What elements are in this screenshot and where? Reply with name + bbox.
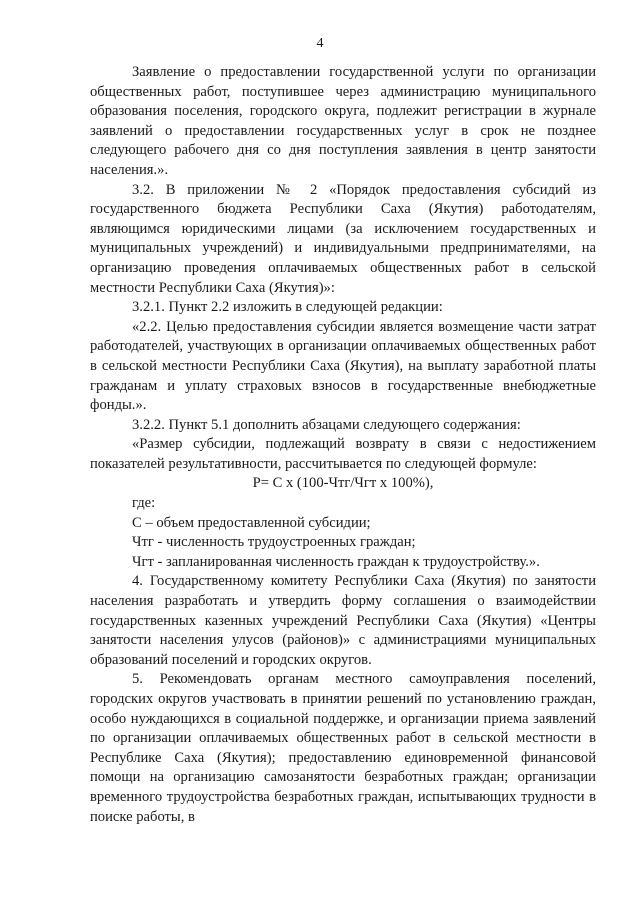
paragraph-3-2-2: 3.2.2. Пункт 5.1 дополнить абзацами следующего содержания: <box>132 416 521 433</box>
paragraph-5: 5. Рекомендовать органам местного самоуправления поселений, городских округов участвовать в принятии решений по установлению граждан, особо нуждающихся в социальной поддержке, и организации приема заявлений по организации оплачиваемых общественных работ в сельской местности в Республике Саха (Якутия); предоставлению единовременной финансовой помощи на организацию самозанятости безработных граждан; организации временного трудоустройства безработных граждан, испытывающих трудности в поиске работы, в <box>90 671 596 825</box>
definition-c: C – объем предоставленной субсидии; <box>132 514 371 531</box>
paragraph-2-2-quote: «2.2. Целью предоставления субсидии является возмещение части затрат работодателей, участвующих в организации оплачиваемых общественных работ в сельской местности Республики Саха (Якутия), на выплату заработной платы гражданам и уплату страховых взносов в государственные внебюджетные фонды.». <box>90 318 596 414</box>
paragraph-3-2: 3.2. В приложении № 2 «Порядок предоставления субсидий из государственного бюджета Республики Саха (Якутия) работодателям, являющимся юридическими лицами (за исключением государственных и муниципальных учреждений) и индивидуальными предпринимателями, на организацию проведения оплачиваемых общественных работ в сельской местности Республики Саха (Якутия)»: <box>90 181 596 296</box>
document-body <box>90 63 596 827</box>
paragraph-where: где: <box>132 495 156 512</box>
paragraph-application-registration: Заявление о предоставлении государственной услуги по организации общественных работ, поступившее через администрацию муниципального образования поселения, городского округа, подлежит регистрации в журнале заявлений о предоставлении государственных услуг в срок не позднее следующего рабочего дня со дня поступления заявления в центр занятости населения.». <box>90 64 596 178</box>
page-number: 4 <box>316 36 324 51</box>
paragraph-3-2-1: 3.2.1. Пункт 2.2 изложить в следующей редакции: <box>132 299 443 316</box>
definition-chtg: Чтг - численность трудоустроенных граждан; <box>132 534 416 551</box>
formula: P= C x (100-Чтг/Чгт x 100%), <box>252 475 434 492</box>
definition-chgt: Чгт - запланированная численность граждан к трудоустройству.». <box>132 553 540 570</box>
paragraph-subsidy-refund: «Размер субсидии, подлежащий возврату в связи с недостижением показателей результативности, рассчитывается по следующей формуле: <box>90 436 596 472</box>
paragraph-4: 4. Государственному комитету Республики Саха (Якутия) по занятости населения разработать и утвердить форму соглашения о взаимодействии государственных казенных учреждений Республики Саха (Якутия) «Центры занятости населения улусов (районов)» с администрациями муниципальных образований поселений и городских округов. <box>90 573 596 668</box>
